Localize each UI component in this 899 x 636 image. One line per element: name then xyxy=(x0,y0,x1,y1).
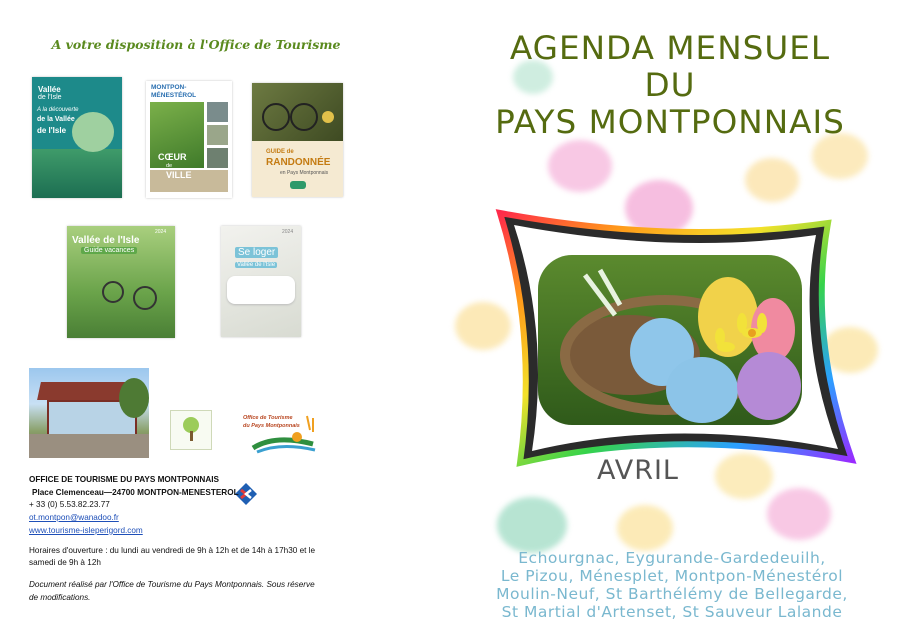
brochure-text: Se loger xyxy=(235,247,278,258)
brochure-text: Vallée de l'Isle xyxy=(72,235,140,246)
commune-line: Echourgnac, Eygurande-Gardedeuilh, xyxy=(518,549,826,567)
brochure-text: en Pays Montponnais xyxy=(280,170,329,176)
brochure-text: de xyxy=(166,163,173,169)
decorative-blob xyxy=(548,140,612,192)
brochure-text: MÉNESTÉROL xyxy=(151,92,197,99)
easter-frame-illustration xyxy=(490,205,860,470)
contact-block xyxy=(29,474,319,604)
agenda-title xyxy=(446,30,895,141)
brochure-text: VILLE xyxy=(166,170,192,180)
office-address: Place Clemenceau—24700 MONTPON-MENESTEROL xyxy=(32,487,239,497)
left-heading: A votre disposition à l'Office de Tourisme xyxy=(51,37,341,52)
opening-hours: Horaires d'ouverture : du lundi au vendredi de 9h à 12h et de 14h à 17h30 et le samedi de 9h à 12h xyxy=(29,545,316,568)
website-link[interactable]: www.tourisme-isleperigord.com xyxy=(29,525,143,535)
logo-text: du Pays Montponnais xyxy=(243,423,300,429)
brochure-text: 2024 xyxy=(155,229,167,235)
decorative-blob xyxy=(497,497,567,553)
brochure-text: de l'Isle xyxy=(37,126,67,135)
logo-text: Office de Tourisme xyxy=(243,415,293,421)
brochure-text: GUIDE de xyxy=(266,149,294,155)
office-photo xyxy=(29,368,149,458)
title-line: DU xyxy=(644,66,696,104)
brochure-text: Vallée xyxy=(38,85,61,94)
brochure-text: CŒUR xyxy=(158,152,187,162)
disclaimer-note: Document réalisé par l'Office de Tourisme du Pays Montponnais. Sous réserve de modifications. xyxy=(29,579,315,602)
brochure-vallee-isle xyxy=(32,77,122,198)
decorative-blob xyxy=(745,158,799,202)
brochure-text: MONTPON- xyxy=(151,84,187,91)
brochure-text: Vallée de l'Isle xyxy=(237,262,276,268)
brochure-text: RANDONNÉE xyxy=(266,157,331,168)
office-name: OFFICE DE TOURISME DU PAYS MONTPONNAIS xyxy=(29,475,219,484)
month-label: AVRIL xyxy=(597,455,679,486)
decorative-blob xyxy=(617,505,673,551)
commune-line: Moulin-Neuf, St Barthélémy de Bellegarde, xyxy=(496,585,848,603)
title-line: AGENDA MENSUEL xyxy=(509,29,831,67)
title-line: PAYS MONTPONNAIS xyxy=(495,103,845,141)
communes-list xyxy=(452,549,892,621)
brochure-text: Guide vacances xyxy=(81,247,137,254)
brochure-se-loger xyxy=(221,226,301,337)
brochure-montpon xyxy=(146,81,232,198)
tourism-office-logo xyxy=(235,408,325,458)
brochure-text: A la découverte xyxy=(37,107,79,113)
office-phone: + 33 (0) 5.53.82.23.77 xyxy=(29,500,110,510)
decorative-blob xyxy=(767,488,831,540)
commune-line: Le Pizou, Ménesplet, Montpon-Ménestérol xyxy=(500,567,844,585)
brochure-randonnee xyxy=(252,83,343,197)
brochure-guide-vacances xyxy=(67,226,175,338)
brochure-text: 2024 xyxy=(282,229,294,235)
brochure-text: de l'Isle xyxy=(38,94,62,101)
email-link[interactable]: ot.montpon@wanadoo.fr xyxy=(29,513,119,523)
commune-line: St Martial d'Artenset, St Sauveur Lalande xyxy=(501,603,843,621)
brochure-text: de la Vallée xyxy=(37,116,75,123)
tree-logo xyxy=(170,410,212,450)
